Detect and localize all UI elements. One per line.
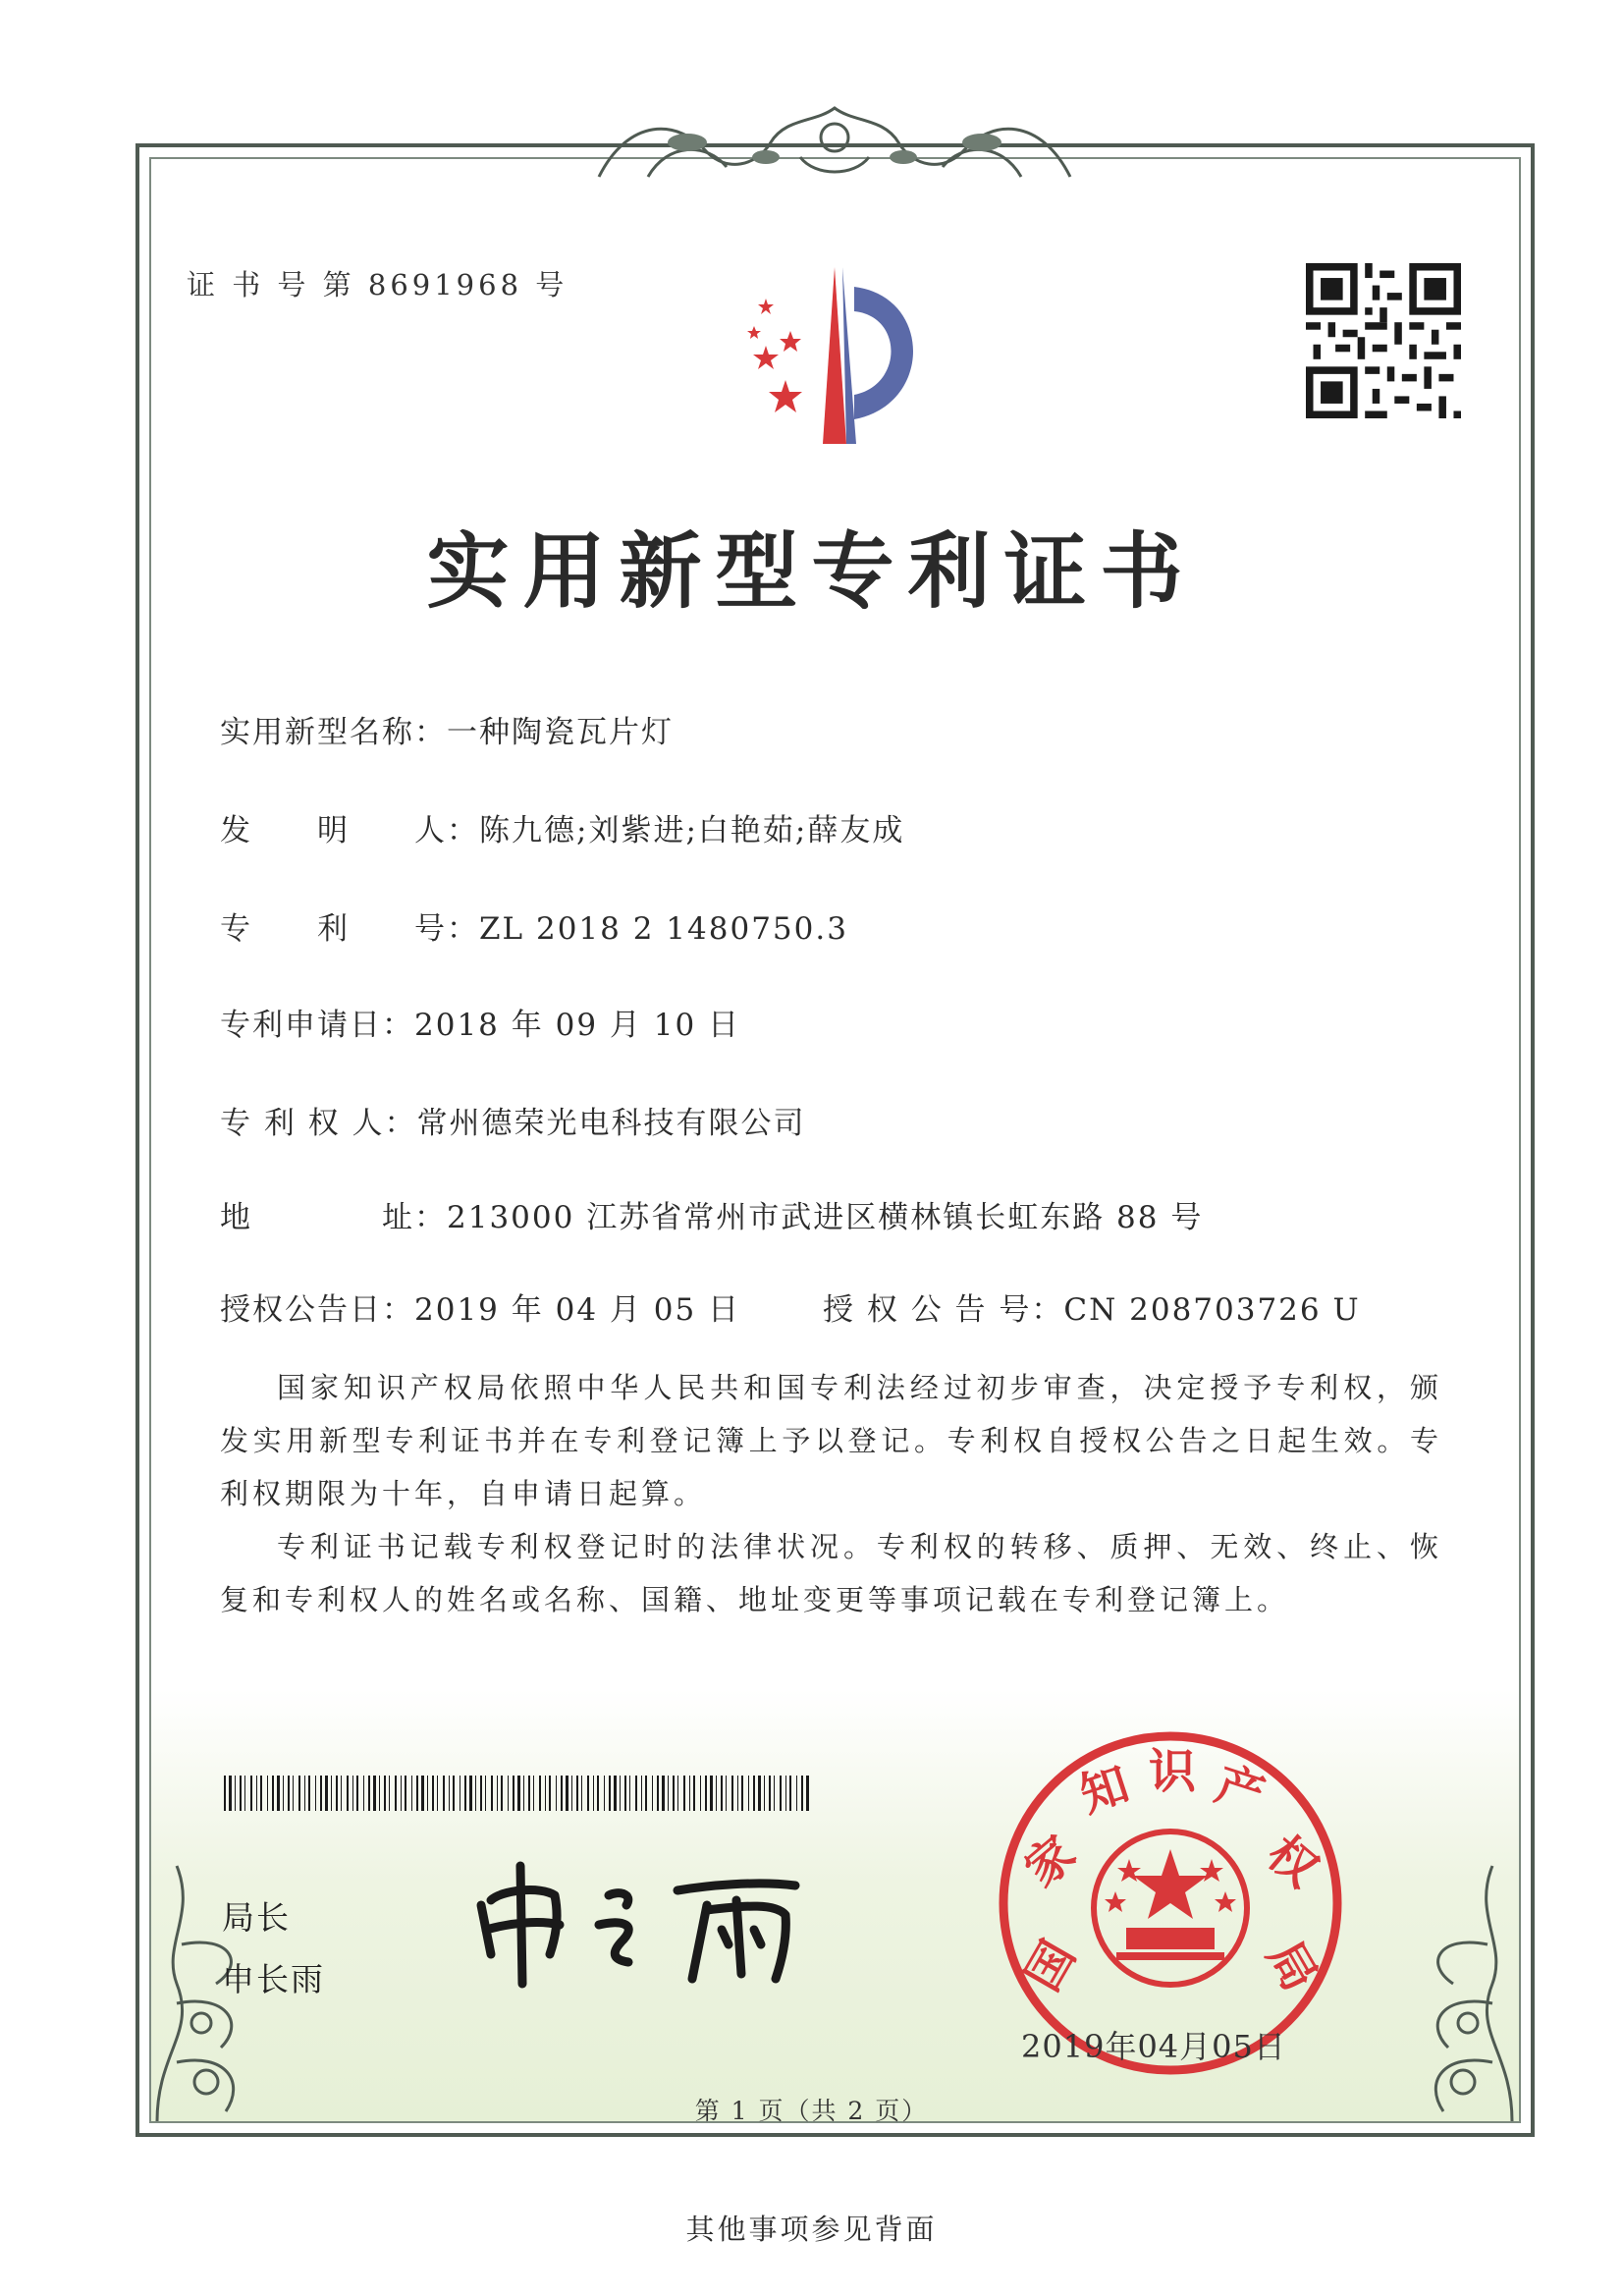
seal-char-4: 识	[1148, 1744, 1197, 1799]
address-value: 213000 江苏省常州市武进区横林镇长虹东路 88 号	[447, 1200, 1204, 1235]
utility-model-name-value: 一种陶瓷瓦片灯	[447, 715, 674, 750]
seal-char-7: 局	[1256, 1932, 1328, 2000]
grant-number-label: 授 权 公 告 号：	[823, 1292, 1064, 1328]
grant-number-field	[823, 1285, 1361, 1329]
certificate-title: 实用新型专利证书	[426, 522, 1197, 620]
patent-number-label: 专 利 号：	[220, 911, 479, 947]
director-title: 局长	[222, 1898, 291, 1937]
seal-char-2: 家	[1014, 1825, 1087, 1898]
field-row-application-date	[220, 1000, 740, 1044]
field-row-inventors	[220, 805, 904, 849]
grant-number-value: CN 208703726 U	[1063, 1292, 1361, 1328]
director-name: 申长雨	[222, 1960, 325, 1998]
inventors-value: 陈九德;刘紫进;白艳茹;薛友成	[479, 813, 905, 848]
application-date-label: 专利申请日：	[220, 1008, 414, 1043]
patent-office-logo-icon	[707, 257, 962, 454]
certificate-number: 证 书 号 第 8691968 号	[187, 268, 568, 301]
top-ornament-icon	[589, 98, 1080, 191]
application-date-value: 2018 年 09 月 10 日	[414, 1008, 741, 1043]
page-number: 第 1 页（共 2 页）	[694, 2097, 929, 2125]
seal-char-3: 知	[1073, 1756, 1136, 1824]
field-row-address	[220, 1192, 1203, 1236]
grant-date-value: 2019 年 04 月 05 日	[414, 1292, 741, 1328]
bottom-right-ornament-icon	[1375, 1836, 1532, 2131]
patent-number-value: ZL 2018 2 1480750.3	[479, 911, 848, 947]
field-row-patentee	[220, 1098, 806, 1142]
patentee-value: 常州德荣光电科技有限公司	[416, 1106, 806, 1141]
field-row-name	[220, 707, 674, 751]
qr-code-icon	[1306, 263, 1461, 418]
seal-date: 2019年04月05日	[1021, 2028, 1286, 2065]
legal-paragraph-2: 专利证书记载专利权登记时的法律状况。专利权的转移、质押、无效、终止、恢复和专利权人的姓名或名称、国籍、地址变更等事项记载在专利登记簿上。	[220, 1530, 1442, 1616]
address-label: 地 址：	[220, 1200, 447, 1235]
patentee-label: 专 利 权 人：	[220, 1106, 417, 1141]
legal-paragraph-1: 国家知识产权局依照中华人民共和国专利法经过初步审查，决定授予专利权，颁发实用新型专利证书并在专利登记簿上予以登记。专利权自授权公告之日起生效。专利权期限为十年，自申请日起算。	[220, 1371, 1442, 1510]
utility-model-name-label: 实用新型名称：	[220, 715, 447, 750]
director-signature-icon	[461, 1846, 835, 1994]
grant-date-label: 授权公告日：	[220, 1292, 414, 1328]
seal-char-5: 产	[1209, 1756, 1271, 1824]
seal-char-6: 权	[1256, 1825, 1328, 1898]
seal-char-1: 国	[1014, 1932, 1087, 2000]
inventor-label: 发 明 人：	[220, 813, 479, 848]
field-row-grant-date	[220, 1285, 740, 1329]
barcode-icon	[224, 1776, 813, 1811]
footer-note: 其他事项参见背面	[685, 2213, 938, 2246]
field-row-patent-number	[220, 903, 848, 948]
